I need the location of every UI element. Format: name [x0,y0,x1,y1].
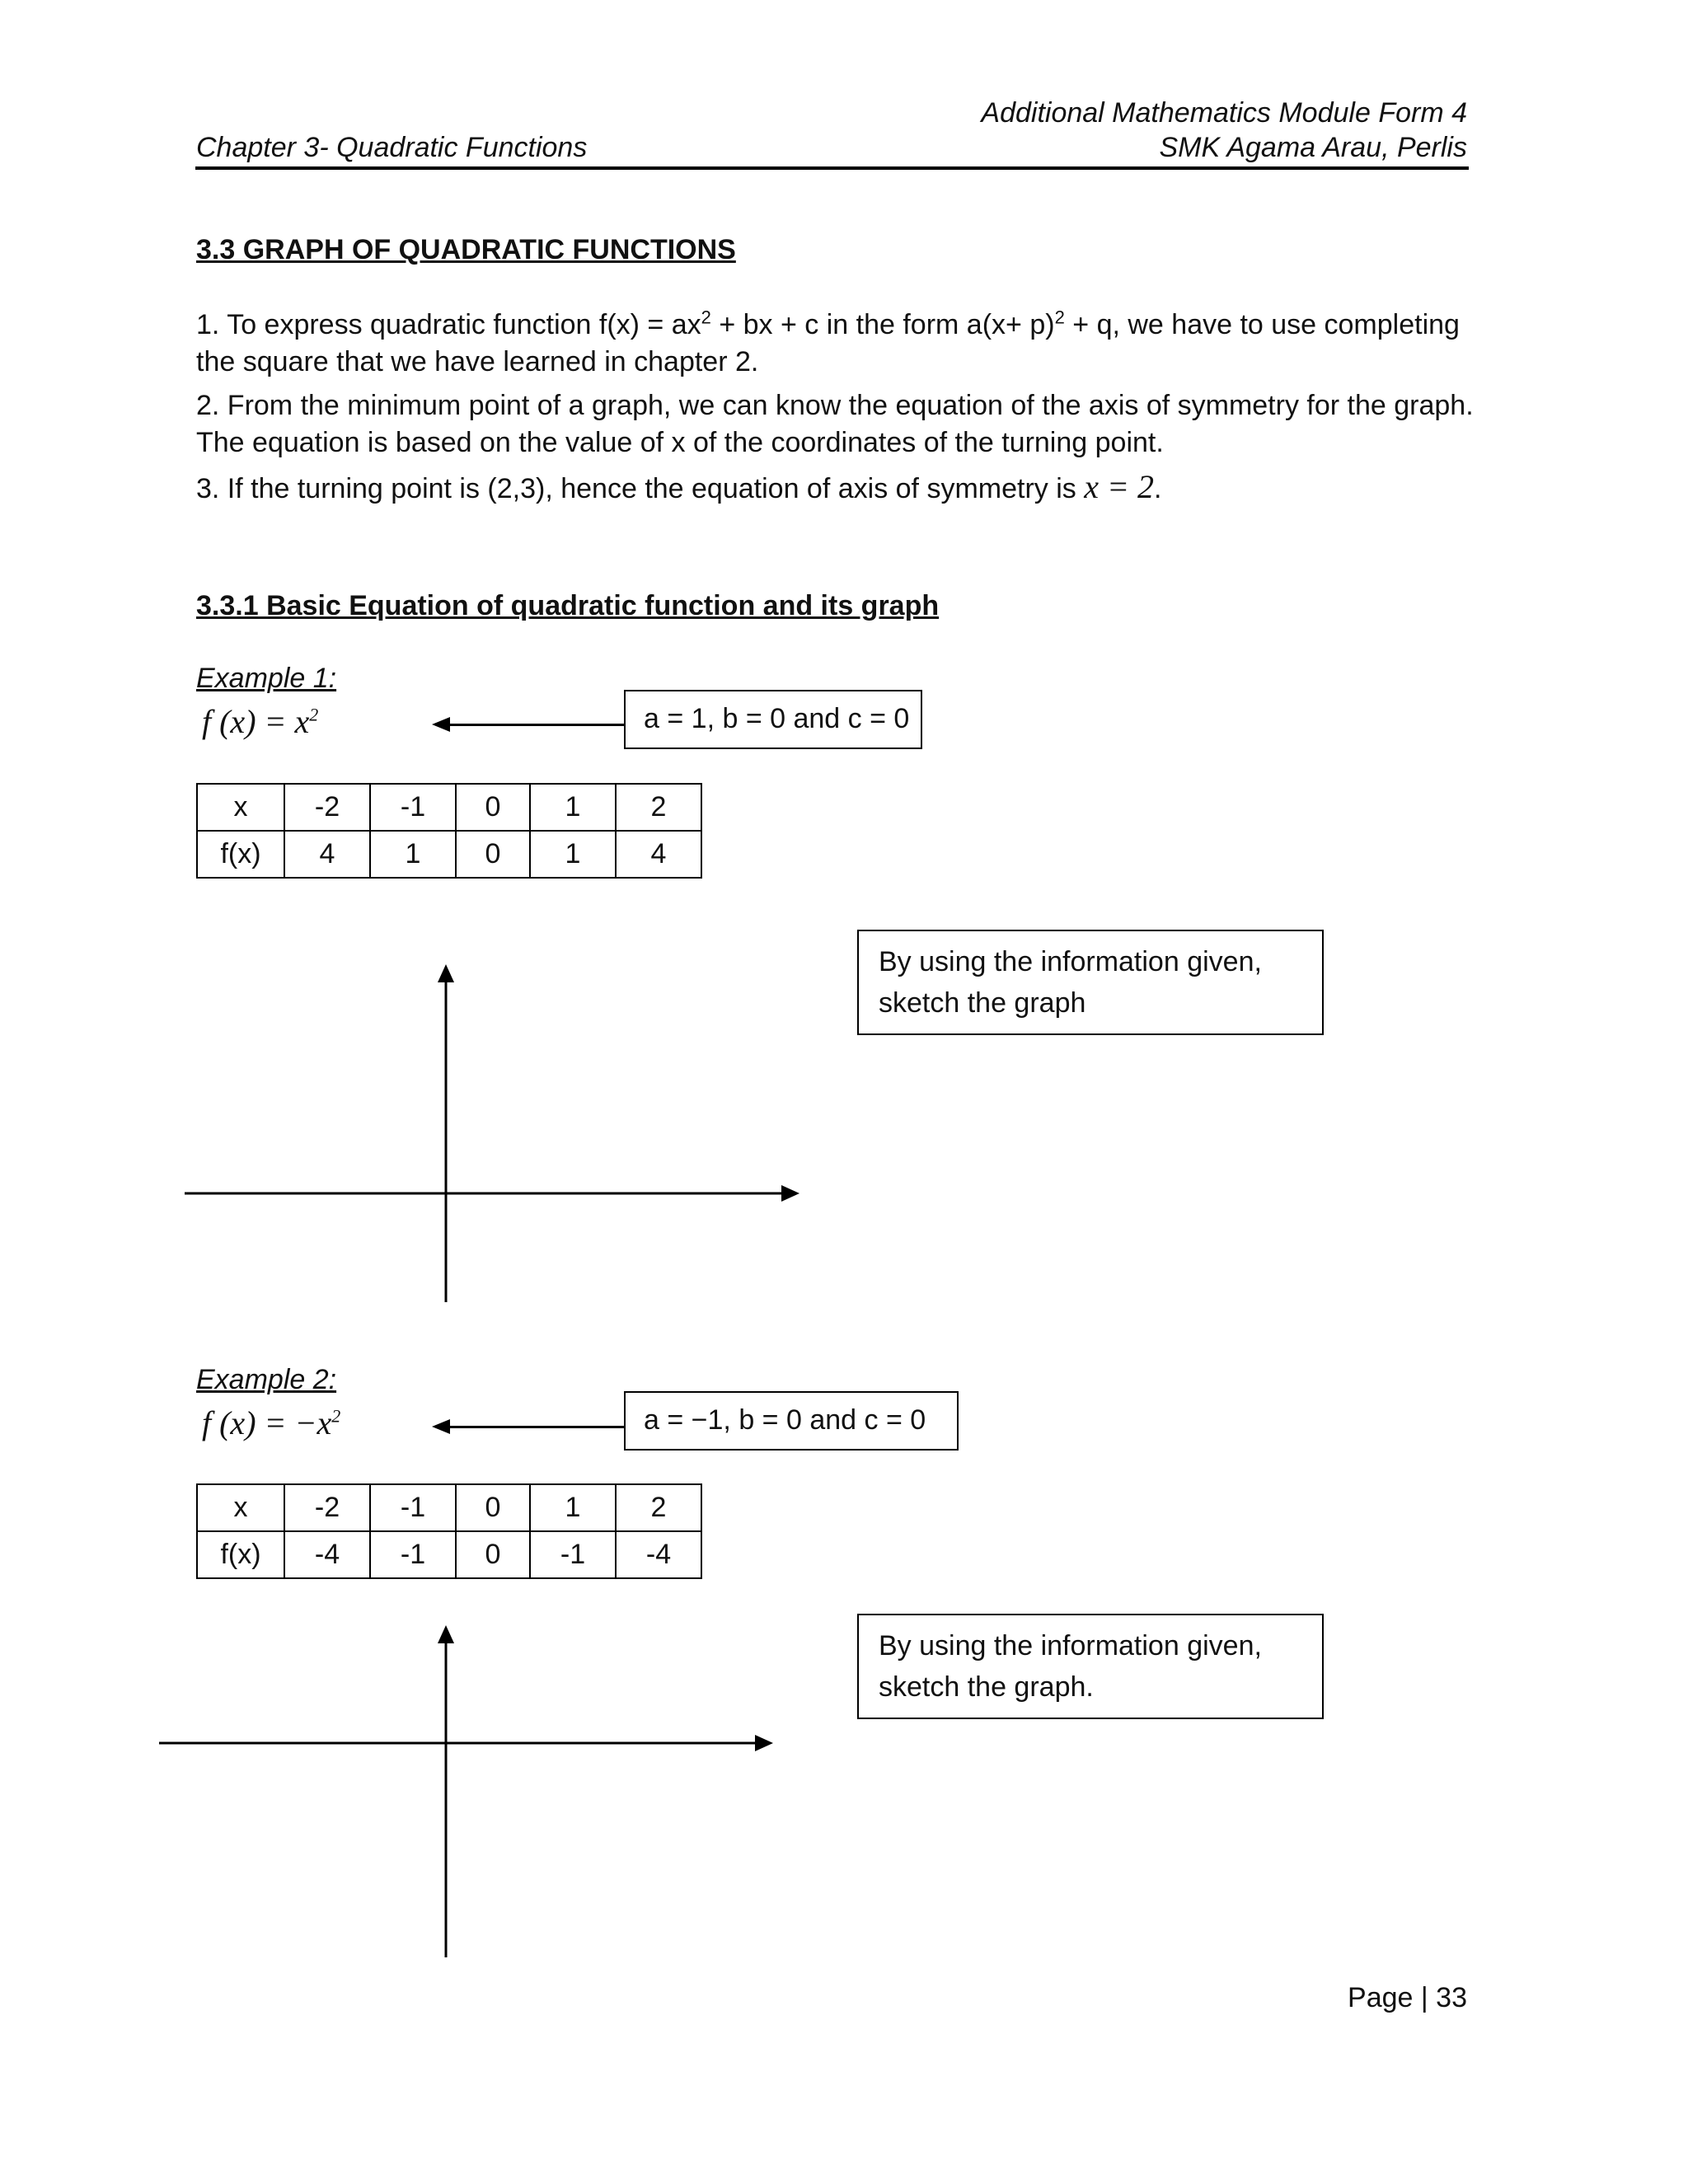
table-cell: -2 [284,1484,370,1531]
example-1-arrow-head [432,717,450,732]
header-rule [195,166,1469,170]
table-cell: f(x) [197,1531,284,1578]
table-cell: 2 [616,784,701,831]
page-number: Page | 33 [1348,1982,1467,2013]
table-cell: -2 [284,784,370,831]
table-row [197,1531,701,1578]
subsection-heading: 3.3.1 Basic Equation of quadratic function and its graph [196,590,940,621]
example-2-x-arrowhead [755,1735,773,1751]
example-1-params-box: a = 1, b = 0 and c = 0 [624,690,922,749]
table-cell: 0 [456,1484,530,1531]
section-heading: 3.3 GRAPH OF QUADRATIC FUNCTIONS [196,234,736,265]
example-2-label: Example 2: [196,1364,337,1395]
table-cell: 1 [370,831,456,878]
example-2-y-arrowhead [438,1625,454,1643]
table-cell: 4 [284,831,370,878]
table-cell: 1 [530,1484,616,1531]
example-1-x-arrowhead [781,1185,799,1202]
example-1-instruction-box: By using the information given, sketch the graph [857,930,1324,1035]
table-cell: -4 [284,1531,370,1578]
example-2-instruction-box: By using the information given, sketch the graph. [857,1614,1324,1719]
table-cell: x [197,784,284,831]
example-2-function: f $(x) = -x^2$ [202,1404,341,1441]
table-cell: -1 [370,1484,456,1531]
table-cell: -1 [370,1531,456,1578]
paragraph-1: 1. To express quadratic function $f(x) = ax^2$ + bx + c in the form $a(x+ p)^2 + q$, we have to use completing the square that we have learned in chapter 2. [196,307,1460,377]
table-cell: -1 [530,1531,616,1578]
example-1-label: Example 1: [196,663,337,694]
example-1-value-table [196,783,702,879]
table-cell: 0 [456,784,530,831]
paragraph-2: 2. From the minimum point of a graph, we can know the equation of the axis of symmetry for the graph. The equation is based on the value of x of the coordinates of the turning point. [196,390,1474,458]
table-cell: 1 [530,831,616,878]
table-cell: 1 [530,784,616,831]
table-cell: 0 [456,831,530,878]
table-row [197,1484,701,1531]
example-1-function: f $(x) = x^2$ [202,703,319,740]
paragraph-3: 3. If the turning point is (2,3), hence the equation of axis of symmetry is x = 2. [196,468,1162,505]
header-school-name: SMK Agama Arau, Perlis [1159,132,1467,163]
table-row [197,831,701,878]
example-2-value-table [196,1483,702,1579]
example-1-y-arrowhead [438,964,454,982]
table-cell: x [197,1484,284,1531]
table-cell: -1 [370,784,456,831]
table-cell: 2 [616,1484,701,1531]
table-row [197,784,701,831]
header-module-title: Additional Mathematics Module Form 4 [981,97,1467,129]
example-2-arrow-line [445,1426,625,1428]
example-2-arrow-head [432,1419,450,1434]
table-cell: -4 [616,1531,701,1578]
table-cell: f(x) [197,831,284,878]
example-2-params-box: a = −1, b = 0 and c = 0 [624,1391,959,1451]
table-cell: 0 [456,1531,530,1578]
table-cell: 4 [616,831,701,878]
example-1-arrow-line [445,724,625,726]
header-chapter: Chapter 3- Quadratic Functions [196,132,588,163]
